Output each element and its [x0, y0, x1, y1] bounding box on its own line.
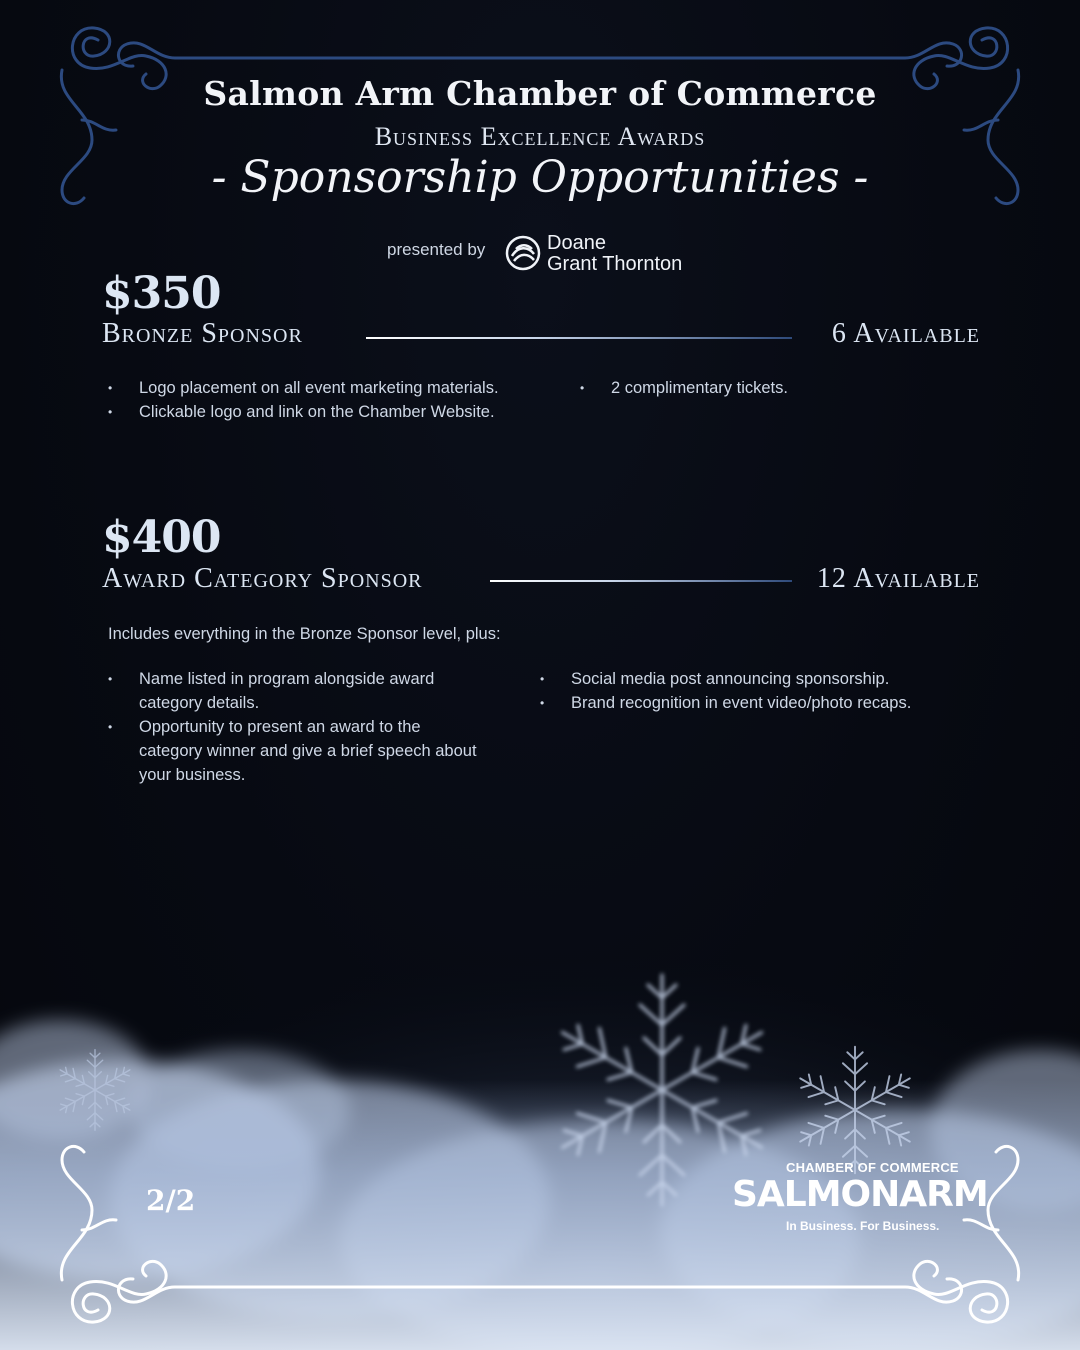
award-availability: 12 Available [816, 563, 980, 594]
presented-by-label: presented by [387, 240, 486, 259]
sponsor-name-line1: Doane [547, 232, 606, 254]
sponsor-logo-text [547, 233, 682, 275]
chamber-logo-tagline: In Business. For Business. [786, 1219, 940, 1233]
list-item: • Name listed in program alongside award category details. [108, 667, 478, 715]
award-benefits-left [108, 667, 478, 787]
award-benefits-right [540, 667, 960, 715]
list-item: • Opportunity to present an award to the category winner and give a brief speech about your business. [108, 715, 478, 787]
bronze-price: $350 [102, 268, 221, 319]
award-divider [490, 580, 792, 582]
list-item: • Clickable logo and link on the Chamber Website. [108, 400, 548, 424]
bronze-benefits-left [108, 376, 548, 424]
award-tier-name: Award Category Sponsor [102, 563, 423, 594]
list-item: • Brand recognition in event video/photo recaps. [540, 691, 960, 715]
page-title: Salmon Arm Chamber of Commerce [203, 74, 877, 113]
list-item: • Social media post announcing sponsorship. [540, 667, 960, 691]
corner-swirl-bottom-left-icon [61, 1146, 175, 1322]
bronze-tier-name: Bronze Sponsor [102, 318, 303, 349]
doane-grant-thornton-logo-icon [504, 234, 542, 272]
award-price: $400 [102, 512, 221, 563]
list-item: • 2 complimentary tickets. [580, 376, 960, 400]
bronze-benefits-right [580, 376, 960, 400]
chamber-logo-top: CHAMBER OF COMMERCE [786, 1160, 959, 1175]
award-intro: Includes everything in the Bronze Sponsor level, plus: [108, 625, 501, 643]
bronze-availability: 6 Available [831, 318, 980, 349]
sponsor-name-line2: Grant Thornton [547, 253, 683, 275]
bronze-divider [366, 337, 792, 339]
script-heading: - Sponsorship Opportunities - [211, 152, 869, 203]
page-subtitle: Business Excellence Awards [374, 122, 706, 151]
page-number: 2/2 [146, 1184, 196, 1217]
chamber-logo-main: SALMONARM [732, 1174, 988, 1215]
list-item: • Logo placement on all event marketing materials. [108, 376, 548, 400]
